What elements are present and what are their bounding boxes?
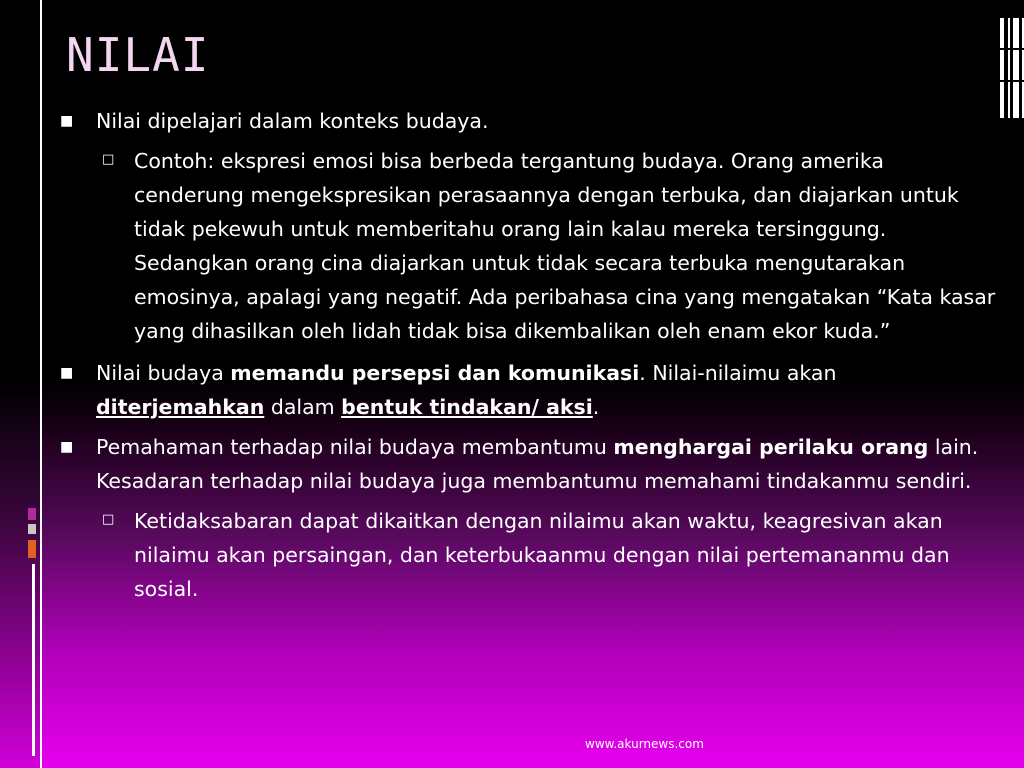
bullet-text-emphasis: diterjemahkan xyxy=(96,395,265,419)
bullet-text: Nilai dipelajari dalam konteks budaya. xyxy=(96,109,489,133)
bullet-text-bold xyxy=(96,395,264,419)
square-bullet-icon: ■ xyxy=(60,365,74,381)
bullet-item xyxy=(60,430,1000,498)
footer-url: www.akurnews.com xyxy=(585,737,704,751)
bullet-text: dalam xyxy=(264,395,342,419)
slide-body xyxy=(60,104,1000,614)
slide-title: NILAI xyxy=(66,28,210,82)
bullet-text: Pemahaman terhadap nilai budaya membantumu xyxy=(96,435,614,459)
bullet-text: Nilai budaya xyxy=(96,361,231,385)
bullet-item xyxy=(60,104,1000,138)
bullet-text: lain. Kesadaran terhadap nilai budaya juga membantumu memahami tindakanmu sendiri. xyxy=(96,435,979,493)
bullet-text-emphasis: bentuk tindakan/ aksi xyxy=(341,395,593,419)
bullet-text: Ketidaksabaran dapat dikaitkan dengan nilaimu akan waktu, keagresivan akan nilaimu akan persaingan, dan keterbukaanmu dengan nilai pertemananmu dan sosial. xyxy=(134,509,950,601)
bullet-text-bold: menghargai perilaku orang xyxy=(613,435,929,459)
square-bullet-icon: ■ xyxy=(60,439,74,455)
square-bullet-icon: ■ xyxy=(60,113,74,129)
hollow-square-bullet-icon: □ xyxy=(102,512,115,527)
bullet-text-bold xyxy=(341,395,593,419)
bullet-item xyxy=(60,356,1000,424)
corner-bars-decoration xyxy=(1000,18,1024,118)
hollow-square-bullet-icon: □ xyxy=(102,152,115,167)
bullet-text: . xyxy=(592,395,600,419)
bullet-text: . Nilai-nilaimu akan xyxy=(639,361,837,385)
bullet-text-bold: memandu persepsi dan komunikasi xyxy=(230,361,640,385)
sub-bullet-item xyxy=(60,504,1000,606)
left-vertical-rule xyxy=(40,0,42,768)
bullet-text: Contoh: ekspresi emosi bisa berbeda tergantung budaya. Orang amerika cenderung mengekspresikan perasaannya dengan terbuka, dan diajarkan untuk tidak pekewuh untuk memberitahu orang lain kalau mereka tersinggung. Sedangkan orang cina diajarkan untuk tidak secara terbuka mengutarakan emosinya, apalagi yang negatif. Ada peribahasa cina yang mengatakan “Kata kasar yang dihasilkan oleh lidah tidak bisa dikembalikan oleh enam ekor kuda.” xyxy=(134,149,996,343)
sub-bullet-item xyxy=(60,144,1000,348)
